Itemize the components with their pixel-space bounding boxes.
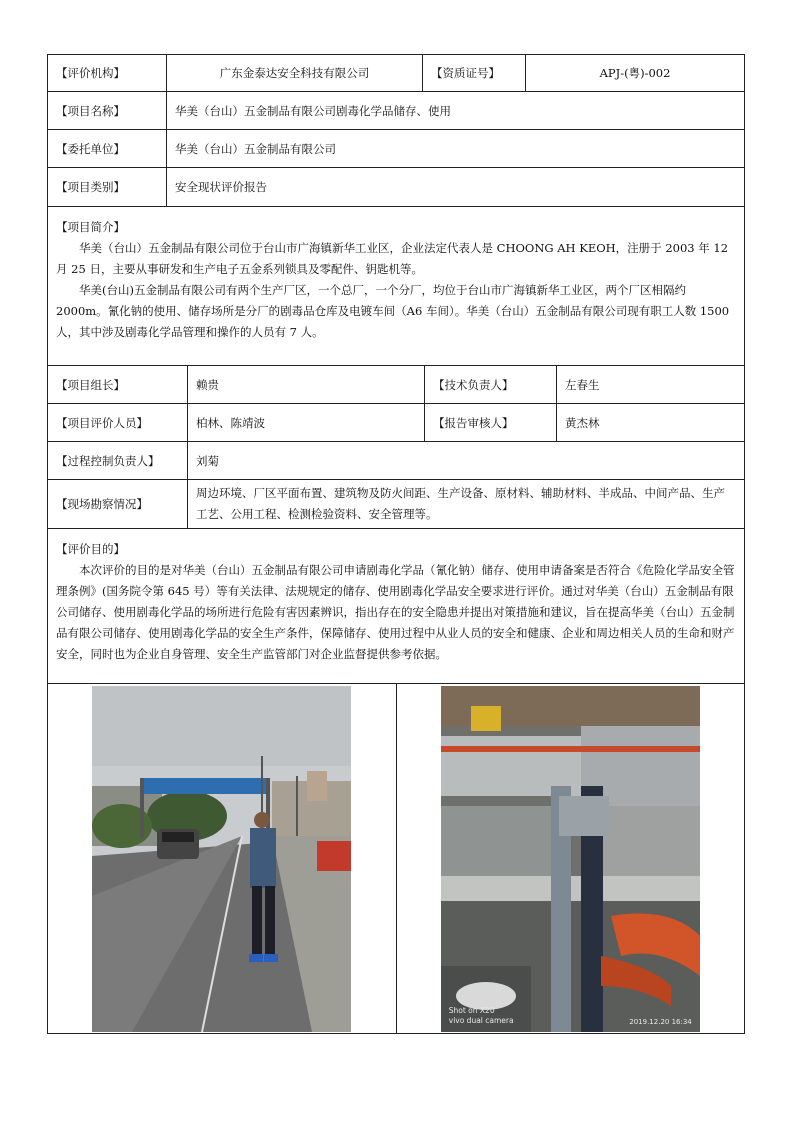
category-value: 安全现状评价报告 (175, 180, 267, 194)
org-value: 广东金泰达安全科技有限公司 (167, 55, 423, 91)
client-value: 华美（台山）五金制品有限公司 (175, 141, 336, 156)
team-row-1 (47, 366, 745, 404)
intro-heading: 【项目简介】 (56, 220, 125, 234)
purpose-paragraph: 本次评价的目的是对华美（台山）五金制品有限公司申请剧毒化学品（氰化钠）储存、使用申请备案是否符合《危险化学品安全管理条例》(国务院令第 645 号）等有关法律、法规规定的储存、使用剧毒化学品安全要求进行评价。通过对华美（台山）五金制品有限公司储存、使用剧毒化学品的场所进行危险有害因素辨识，指出存在的安全隐患并提出对策措施和建议，旨在提高华美（台山）五金制品有限公司储存、使用剧毒化学品的安全生产条件，保障储存、使用过程中从业人员的安全和健康、企业和周边相关人员的生命和财产安全，同时也为企业自身管理、安全生产监管部门对企业监督提供参考依据。 (56, 563, 735, 661)
process-control-value: 刘菊 (196, 453, 219, 468)
client-row (47, 130, 745, 168)
org-label: 【评价机构】 (48, 55, 167, 91)
plating-workshop-photo (441, 686, 700, 1032)
leader-value: 赖贵 (188, 366, 425, 403)
evaluators-label: 【项目评价人员】 (48, 404, 188, 441)
intro-paragraph-2: 华美(台山)五金制品有限公司有两个生产厂区，一个总厂，一个分厂，均位于台山市广海镇新华工业区，两个厂区相隔约 2000m。氰化钠的使用、储存场所是分厂的剧毒品仓库及电镀车间（A6 车间）。华美（台山）五金制品有限公司现有职工人数 1500 人，其中涉及剧毒化学品管理和操作的人员有 7 人。 (56, 283, 730, 339)
evaluation-purpose (47, 529, 745, 684)
process-control-label: 【过程控制负责人】 (48, 442, 188, 479)
cert-label: 【资质证号】 (423, 55, 526, 91)
reviewer-label: 【报告审核人】 (425, 404, 557, 441)
team-row-2 (47, 404, 745, 442)
camera-line-2: vivo dual camera (448, 1015, 514, 1025)
cert-value: APJ-(粤)-002 (599, 66, 671, 80)
project-name-label: 【项目名称】 (48, 92, 167, 129)
process-control-row (47, 442, 745, 480)
client-label: 【委托单位】 (48, 130, 167, 167)
project-name-row (47, 92, 745, 130)
photo-timestamp: 2019.12.20 16:34 (629, 1017, 692, 1026)
road-scene-image (92, 686, 351, 1032)
site-entrance-photo (92, 686, 351, 1032)
tech-lead-label: 【技术负责人】 (425, 366, 557, 403)
intro-paragraph-1: 华美（台山）五金制品有限公司位于台山市广海镇新华工业区，企业法定代表人是 CHOONG AH KEOH，注册于 2003 年 12 月 25 日，主要从事研发和生产电子五金系列锁具及零配件、钥匙机等。 (56, 241, 729, 276)
photo-cell-left (48, 684, 397, 1033)
plating-line-image (441, 686, 700, 1032)
project-intro (47, 207, 745, 366)
leader-label: 【项目组长】 (48, 366, 188, 403)
header-row (47, 54, 745, 92)
camera-line-1: Shot on X20 (448, 1005, 495, 1015)
site-survey-label: 【现场勘察情况】 (48, 480, 188, 528)
site-photos (47, 684, 745, 1034)
reviewer-value: 黄杰林 (565, 415, 600, 430)
purpose-heading: 【评价目的】 (56, 542, 125, 556)
category-row (47, 168, 745, 207)
category-label: 【项目类别】 (48, 168, 167, 206)
site-survey-value: 周边环境、厂区平面布置、建筑物及防火间距、生产设备、原材料、辅助材料、半成品、中间产品、生产工艺、公用工程、检测检验资料、安全管理等。 (196, 486, 725, 521)
camera-watermark (449, 1006, 514, 1026)
evaluators-value: 柏林、陈靖波 (188, 404, 425, 441)
tech-lead-value: 左春生 (565, 377, 600, 392)
site-survey-row (47, 480, 745, 529)
photo-cell-right (397, 684, 745, 1033)
project-name-value: 华美（台山）五金制品有限公司剧毒化学品储存、使用 (175, 103, 451, 118)
evaluation-form (47, 54, 745, 1034)
